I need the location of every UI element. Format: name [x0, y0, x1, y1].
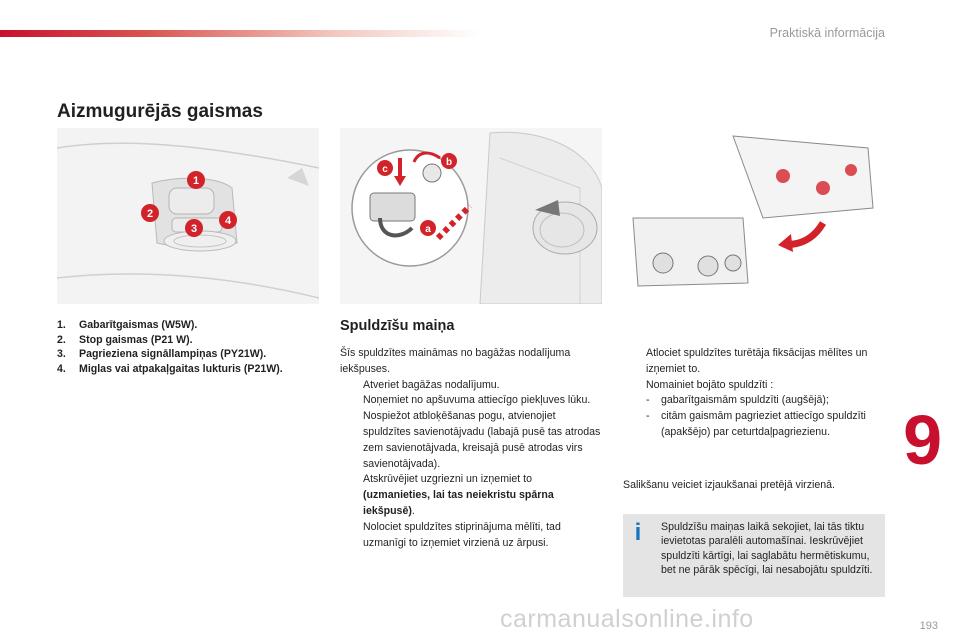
svg-text:1: 1 — [192, 175, 200, 187]
instructions-left-column — [340, 346, 602, 551]
sub-step-item: - citām gaismām pagrieziet attiecīgo spuldzīti (apakšējo) par ceturtdaļpagriezienu. — [646, 410, 866, 438]
instructions-right-column — [623, 346, 885, 441]
step-item: Atveriet bagāžas nodalījumu. — [340, 378, 602, 394]
step-item: Nomainiet bojāto spuldzīti : — [623, 378, 885, 394]
sub-step-item: - gabarītgaismām spuldzīti (augšējā); — [646, 394, 829, 407]
section-label: Praktiskā informācija — [769, 26, 885, 40]
page-title: Aizmugurējās gaismas — [57, 101, 263, 122]
svg-text:2: 2 — [146, 208, 154, 220]
trunk-access-figure — [340, 128, 602, 304]
list-item: 2. Stop gaismas (P21 W). — [57, 333, 193, 346]
callout-3 — [185, 219, 203, 237]
svg-text:c: c — [382, 164, 388, 175]
page-number: 193 — [919, 620, 938, 632]
bulb-holder-figure — [623, 128, 885, 304]
step-item: Atlociet spuldzītes turētāja fiksācijas mēlītes un izņemiet to. — [623, 346, 885, 378]
rear-lights-figure — [57, 128, 319, 304]
bullet-icon — [340, 393, 363, 409]
step-item: Nolociet spuldzītes stiprinājuma mēlīti, tad uzmanīgi to izņemiet virzienā uz ārpusi. — [340, 520, 602, 552]
callout-c — [377, 160, 393, 176]
callout-b — [441, 153, 457, 169]
info-box — [623, 514, 885, 597]
svg-text:a: a — [425, 224, 431, 235]
parts-list — [57, 318, 319, 376]
info-text: Spuldzīšu maiņas laikā sekojiet, lai tās tiktu ievietotas paralēli automašīnai. Ieskrūvējiet spuldzīti kārtīgi, lai saglabātu hermētiskumu, bet ne pārāk spēcīgi, lai nesabojātu spuldzīti. — [661, 521, 873, 576]
reassembly-note: Salikšanu veiciet izjaukšanai pretējā virzienā. — [623, 479, 835, 491]
bullet-icon — [340, 472, 363, 519]
svg-text:4: 4 — [224, 215, 232, 227]
step-item: Noņemiet no apšuvuma attiecīgo piekļuves lūku. — [340, 393, 602, 409]
callout-1 — [187, 171, 205, 189]
intro-text: Šīs spuldzītes maināmas no bagāžas nodalījuma iekšpuses. — [340, 347, 571, 375]
bullet-icon — [623, 346, 646, 378]
svg-text:b: b — [445, 157, 453, 168]
callout-a — [420, 220, 436, 236]
bullet-icon — [623, 378, 646, 394]
callout-4 — [219, 211, 237, 229]
callout-2 — [141, 204, 159, 222]
svg-text:3: 3 — [190, 223, 198, 235]
list-item: 3. Pagrieziena signāllampiņas (PY21W). — [57, 348, 267, 360]
list-item: 1. Gabarītgaismas (W5W). — [57, 319, 198, 331]
chapter-number: 9 — [903, 401, 942, 479]
bullet-icon — [340, 378, 363, 394]
bullet-icon — [340, 409, 363, 472]
watermark: carmanualsonline.info — [500, 605, 754, 633]
step-item: Nospiežot atbloķēšanas pogu, atvienojiet spuldzītes savienotājvadu (labajā pusē tas atrodas zem savienotājvada, kreisajā pusē atrodas virs savienotājvada). — [340, 409, 602, 472]
bullet-icon — [340, 520, 363, 552]
header-accent-bar — [0, 30, 480, 37]
info-icon: i — [634, 519, 642, 546]
list-item: 4. Miglas vai atpakaļgaitas lukturis (P21W). — [57, 362, 283, 375]
bulb-change-heading: Spuldzīšu maiņa — [340, 318, 455, 334]
step-item: Atskrūvējiet uzgriezni un izņemiet to (uzmanieties, lai tas neiekristu spārna iekšpusē). — [340, 472, 602, 519]
